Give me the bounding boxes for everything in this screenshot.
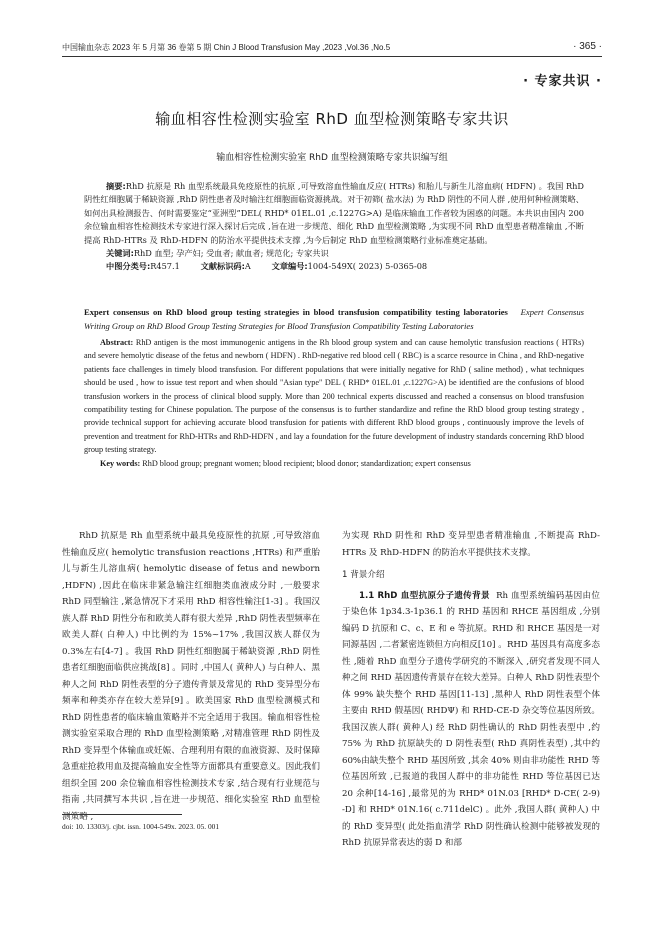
- class-label: 中图分类号:: [106, 261, 151, 272]
- journal-citation: 中国输血杂志 2023 年 5 月第 36 卷第 5 期 Chin J Blood Transfusion May ,2023 ,Vol.36 ,No.5: [62, 43, 391, 52]
- body-paragraph: RhD 抗原是 Rh 血型系统中最具免疫原性的抗原 ,可导致溶血性输血反应( hemolytic transfusion reactions ,HTRs) 和严重胎儿与新生儿溶血病( hemolytic disease of fetus and newborn ,HDFN) ,因此在临床非紧急输注红细胞类血液成分时 ,一般要求 RhD 同型输注 ,紧急情况下才采用 RhD 相容性输注[1-3] 。我国汉族人群 RhD 阴性分布和欧美人群有很大差异 ,RhD 阴性表型频率在欧美人群( 白种人) 中比例约为 15%~17% ,我国汉族人群仅为 0.3%左右[4-7] 。我国 RhD 阴性红细胞属于稀缺资源 ,RhD 阴性患者红细胞面临供应挑战[8] 。同时 ,中国人( 黄种人) 与白种人、黑种人之间 RhD 阴性表型的分子遗传背景及常见的 RhD 变异型分布频率和种类亦存在较大差异[9] 。欧美国家 RhD 血型检测模式和 RhD 阴性患者的临床输血策略并不完全适用于我国。输血相容性检测实验室采取合理的 RhD 血型检测策略 ,对精准管理 RhD 阴性及 RhD 变异型个体输血或妊娠、合理利用有限的血液资源、及时保障急重症抢救用血及提高输血安全性等方面都具有重要意义。因此我们组织全国 200 余位输血相容性检测技术专家 ,结合现有行业规范与指南 ,共同撰写本共识 ,旨在进一步规范、细化实验室 RhD 血型检测策略 ,: [62, 531, 320, 822]
- abstract-en-label: Abstract:: [100, 338, 134, 347]
- article-title: 输血相容性检测实验室 RhD 血型检测策略专家共识: [155, 110, 509, 128]
- keywords-en: [84, 457, 584, 470]
- english-authors: Expert Consensus Writing Group on RhD Blood Group Testing Strategies for Blood Transfusion Compatibility Testing Laboratories: [84, 307, 585, 331]
- abstract-en-text: RhD antigen is the most immunogenic antigens in the Rh blood group system and can cause hemolytic transfusion reactions ( HTRs) and severe hemolytic disease of the fetus and newborn ( HDFN) . RhD-negative red blood cell ( RBC) is a scarce resource in China , and RhD-negative patients face challenges in timely blood transfusion. For different populations that were initially negative for RhD ( saline method) , what techniques should be used , how to issue test report and when should "Asian type" DEL ( RHD* 01EL.01 ,c.1227G>A) be identified are the confusions of blood transfusion workers in the process of clinical blood supply. More than 200 technical experts discussed and reached a consensus on blood transfusion compatibility testing for Chinese population. The purpose of the consensus is to further standardize and refine the RhD blood group testing strategy , provide technical support for achieving accurate blood transfusion for patients with different RhD blood groups , continuously improve the levels of prevention and treatment for RhD-HTRs and RhD-HDFN , and lay a foundation for the future development of industry standards concerning RhD blood group testing strategy.: [84, 338, 584, 455]
- doc-code-value: A: [244, 261, 251, 272]
- subsection-heading: 1.1 RhD 血型抗原分子遗传背景: [359, 590, 490, 601]
- abstract-cn: [84, 180, 584, 274]
- abstract-cn-label: 摘要:: [106, 181, 126, 191]
- section-heading: 1 背景介绍: [342, 570, 385, 580]
- keywords-en-text: RhD blood group; pregnant women; blood recipient; blood donor; standardization; expert consensus: [142, 458, 471, 468]
- subsection-text: Rh 血型系统编码基因由位于染色体 1p34.3-1p36.1 的 RHD 基因和 RHCE 基因组成 ,分别编码 D 抗原和 C、c、E 和 e 等抗原。RHD 和 RHCE 基因是一对同源基因 ,二者紧密连锁但方向相反[10] 。RHD 基因具有高度多态性 ,随着 RhD 血型分子遗传学研究的不断深入 ,研究者发现不同人种之间 RHD 基因遗传背景存在较大差异。白种人 RhD 阴性表型个体 99% 缺失整个 RHD 基因[11-13] ,黑种人 RhD 阴性表型个体主要由 RHD 假基因( RHDΨ) 和 RHD-CE-D 杂交等位基因所致。我国汉族人群( 黄种人) 经 RhD 阴性确认的 RhD 阴性表型中 ,约 75% 为 RhD 抗原缺失的 D 阴性表型( RhD 真阴性表型) ,其中约 60%由缺失整个 RHD 基因所致 ,其余 40% 则由非功能性 RHD 等位基因所致 ,已报道的我国人群中的非功能性 RHD 等位基因已达 20 余种[14-16] ,最常见的为 RHD* 01N.03 [RHD* D-CE( 2-9) -D] 和 RHD* 01N.16( c.711delC) 。此外 ,我国人群( 黄种人) 中的 RhD 变异型( 此处指血清学 RhD 阴性确认检测中能够被发现的 RhD 抗原异常表达的弱 D 和部: [342, 590, 600, 848]
- body-paragraph-continued: 为实现 RhD 阴性和 RhD 变异型患者精准输血 ,不断提高 RhD-HTRs 及 RhD-HDFN 的防治水平提供技术支撑。: [342, 531, 600, 558]
- author-line: 输血相容性检测实验室 RhD 血型检测策略专家共识编写组: [216, 153, 448, 163]
- header-divider: [62, 56, 602, 57]
- article-number-value: 1004-549X( 2023) 5-0365-08: [307, 261, 428, 272]
- page-number: · 365 ·: [573, 41, 602, 52]
- abstract-cn-text: RhD 抗原是 Rh 血型系统最具免疫原性的抗原 ,可导致溶血性输血反应( HTRs) 和胎儿与新生儿溶血病( HDFN) 。我国 RhD 阴性红细胞属于稀缺资源 ,RhD 阴性患者及时输注红细胞面临资源挑战。对于初筛( 盐水法) 为 RhD 阴性的不同人群 ,使用何种检测策略、如何出具检测报告、何时需要鉴定“亚洲型”DEL( RHD* 01EL.01 ,c.1227G>A) 是临床输血工作者较为困惑的问题。本共识由国内 200 余位输血相容性检测技术专家进行深入探讨后完成 ,旨在进一步规范、细化 RhD 血型检测策略 ,为实现不同 RhD 血型患者精准输血 ,不断提高 RhD-HTRs 及 RhD-HDFN 的防治水平提供技术支撑 ,为今后制定 RhD 血型检测策略行业标准奠定基础。: [84, 181, 584, 245]
- classification-line: [84, 260, 584, 273]
- abstract-en: [84, 336, 584, 470]
- column-tag: · 专家共识 ·: [523, 74, 602, 89]
- footnote-divider: [62, 814, 182, 815]
- abstract-en-body: [84, 336, 584, 457]
- class-value: R457.1: [150, 261, 180, 272]
- keywords-cn-text: RhD 血型; 孕产妇; 受血者; 献血者; 规范化; 专家共识: [133, 248, 329, 259]
- subsection-paragraph: [342, 588, 600, 852]
- keywords-en-label: Key words:: [100, 458, 141, 468]
- abstract-cn-body: [84, 180, 584, 247]
- english-title: Expert consensus on RhD blood group testing strategies in blood transfusion compatibility testing laboratories: [84, 307, 508, 317]
- article-number-label: 文章编号:: [271, 261, 308, 272]
- english-title-block: [84, 306, 584, 334]
- body-column-right: [342, 528, 600, 852]
- doc-code-label: 文献标识码:: [200, 261, 245, 272]
- keywords-cn-label: 关键词:: [106, 248, 134, 259]
- keywords-cn: [84, 247, 584, 260]
- body-column-left: [62, 528, 320, 825]
- doi-footnote: doi: 10. 13303/j. cjbt. issn. 1004-549x. 2023. 05. 001: [62, 822, 220, 831]
